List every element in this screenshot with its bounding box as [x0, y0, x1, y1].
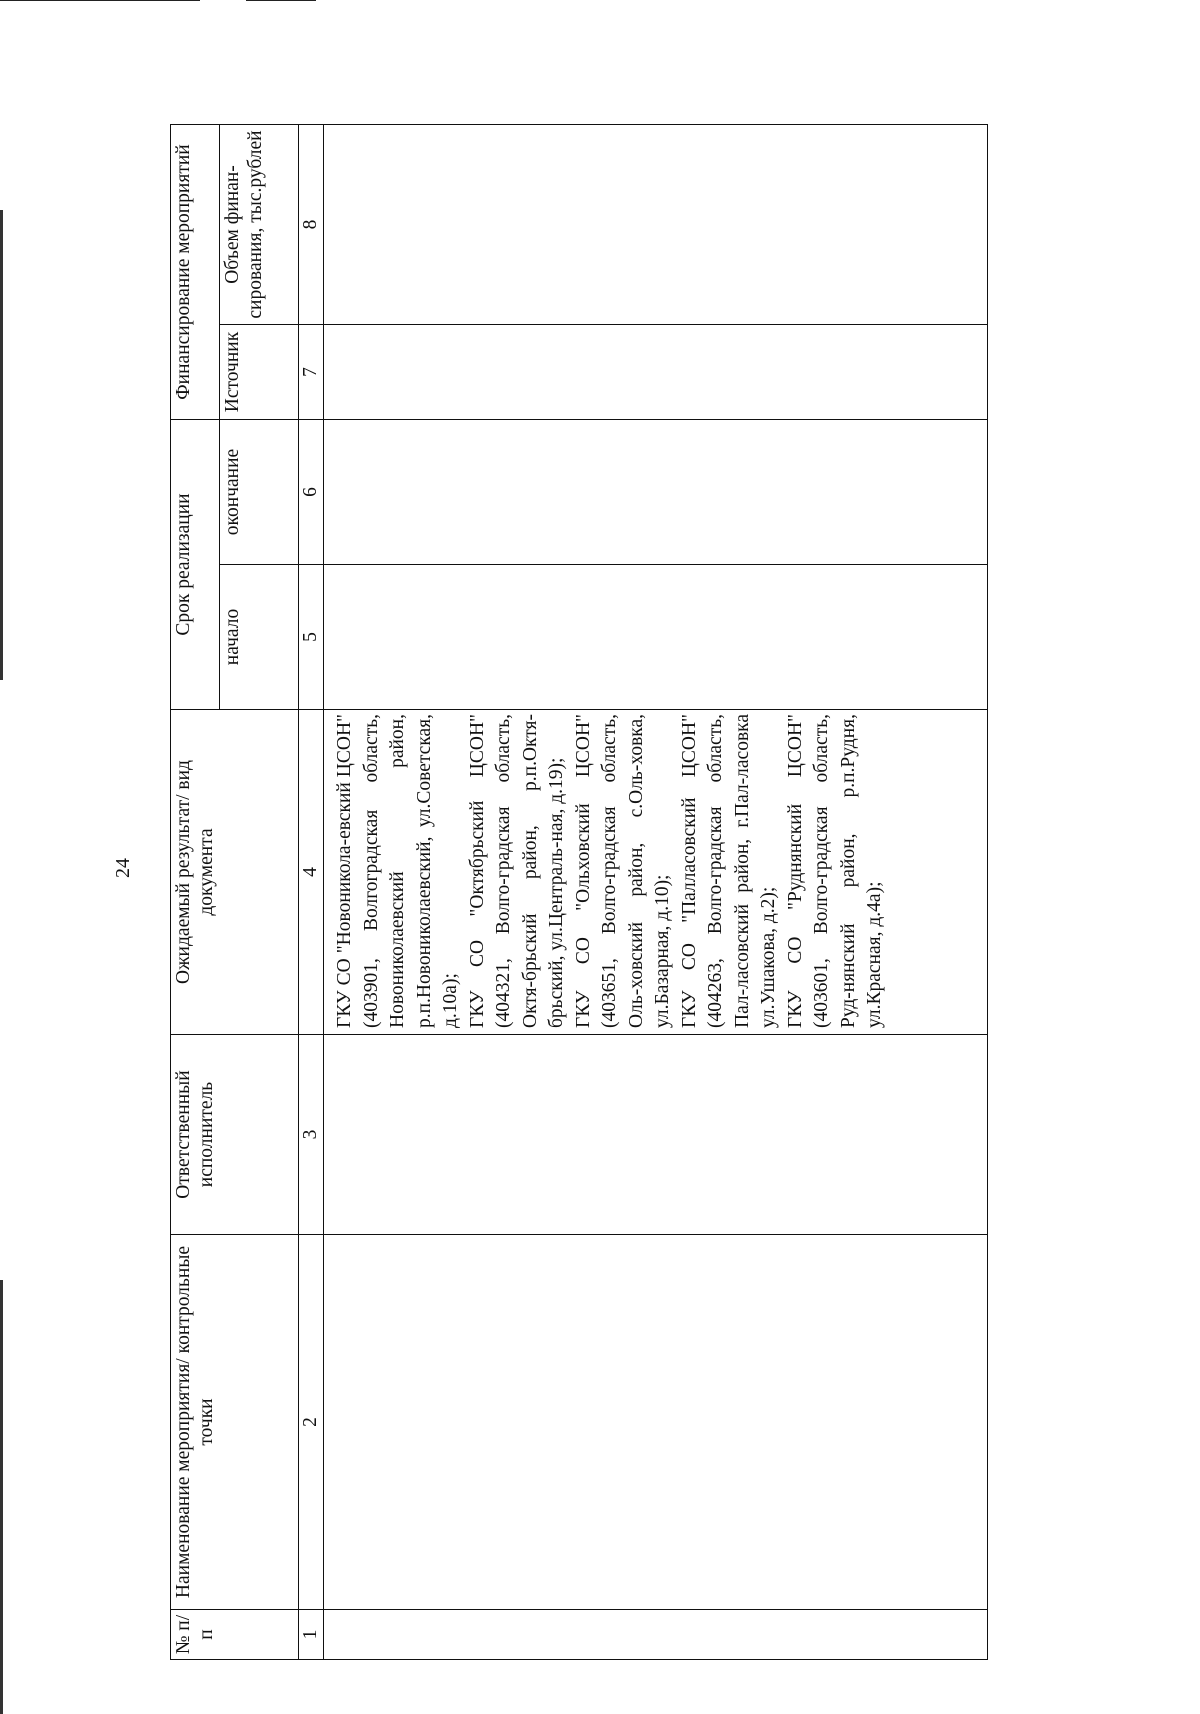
- header-expected-result: Ожидаемый результат/ вид документа: [171, 710, 299, 1035]
- column-number: 5: [299, 565, 324, 710]
- column-number: 8: [299, 124, 324, 324]
- header-finance-amount: Объем финан-сирования, тыс.рублей: [220, 124, 299, 324]
- expected-result-text: [332, 714, 889, 1028]
- scan-edge-left-top: [0, 210, 3, 680]
- cell-expected-result: [324, 710, 988, 1035]
- list-item: ГКУ СО "Ольховский ЦСОН" (403651, Волго-градская область, Оль-ховский район, с.Оль-ховка, ул.Базарная, д.10);: [572, 714, 673, 1028]
- document-table: [170, 124, 988, 1660]
- list-item: ГКУ СО "Руднянский ЦСОН" (403601, Волго-градская область, Руд-нянский район, р.п.Рудня, ул.Красная, д.4а);: [784, 714, 885, 1028]
- cell-period-start: [324, 565, 988, 710]
- header-number: № п/п: [171, 1610, 299, 1660]
- cell-finance-source: [324, 325, 988, 420]
- cell-activity-name: [324, 1235, 988, 1610]
- rotated-table-container: [170, 125, 995, 1660]
- header-responsible: Ответственный исполнитель: [171, 1035, 299, 1235]
- list-item: ГКУ СО "Палласовский ЦСОН" (404263, Волго-градская область, Пал-ласовский район, г.Пал-ласовка ул.Ушакова, д.2);: [678, 714, 779, 1028]
- list-item: ГКУ СО "Новоникола-евский ЦСОН" (403901, Волгоградская область, Новониколаевский район, р.п.Новониколаевский, ул.Советская, д.10а);: [334, 714, 461, 1028]
- header-period-group: Срок реализации: [171, 420, 220, 710]
- header-row-1: [171, 124, 220, 1659]
- cell-number: [324, 1610, 988, 1660]
- table-row: [324, 124, 988, 1659]
- header-activity-name: Наименование мероприятия/ контрольные точки: [171, 1235, 299, 1610]
- header-period-start: начало: [220, 565, 299, 710]
- scan-line-top-right: [246, 0, 316, 1]
- header-finance-source: Источник: [220, 325, 299, 420]
- header-period-end: окончание: [220, 420, 299, 565]
- column-number: 3: [299, 1035, 324, 1235]
- column-number: 6: [299, 420, 324, 565]
- column-number: 4: [299, 710, 324, 1035]
- column-number: 2: [299, 1235, 324, 1610]
- column-number-row: [299, 124, 324, 1659]
- cell-period-end: [324, 420, 988, 565]
- column-number: 1: [299, 1610, 324, 1660]
- scan-line-top-left: [0, 0, 200, 1]
- page-number: 24: [112, 858, 134, 878]
- header-finance-group: Финансирование мероприятий: [171, 124, 220, 419]
- scan-edge-left-bottom: [0, 1280, 3, 1714]
- cell-responsible: [324, 1035, 988, 1235]
- list-item: ГКУ СО "Октябрьский ЦСОН" (404321, Волго-градская область, Октя-брьский район, р.п.Октя-брьский, ул.Централь-ная, д.19);: [466, 714, 567, 1028]
- cell-finance-amount: [324, 124, 988, 324]
- column-number: 7: [299, 325, 324, 420]
